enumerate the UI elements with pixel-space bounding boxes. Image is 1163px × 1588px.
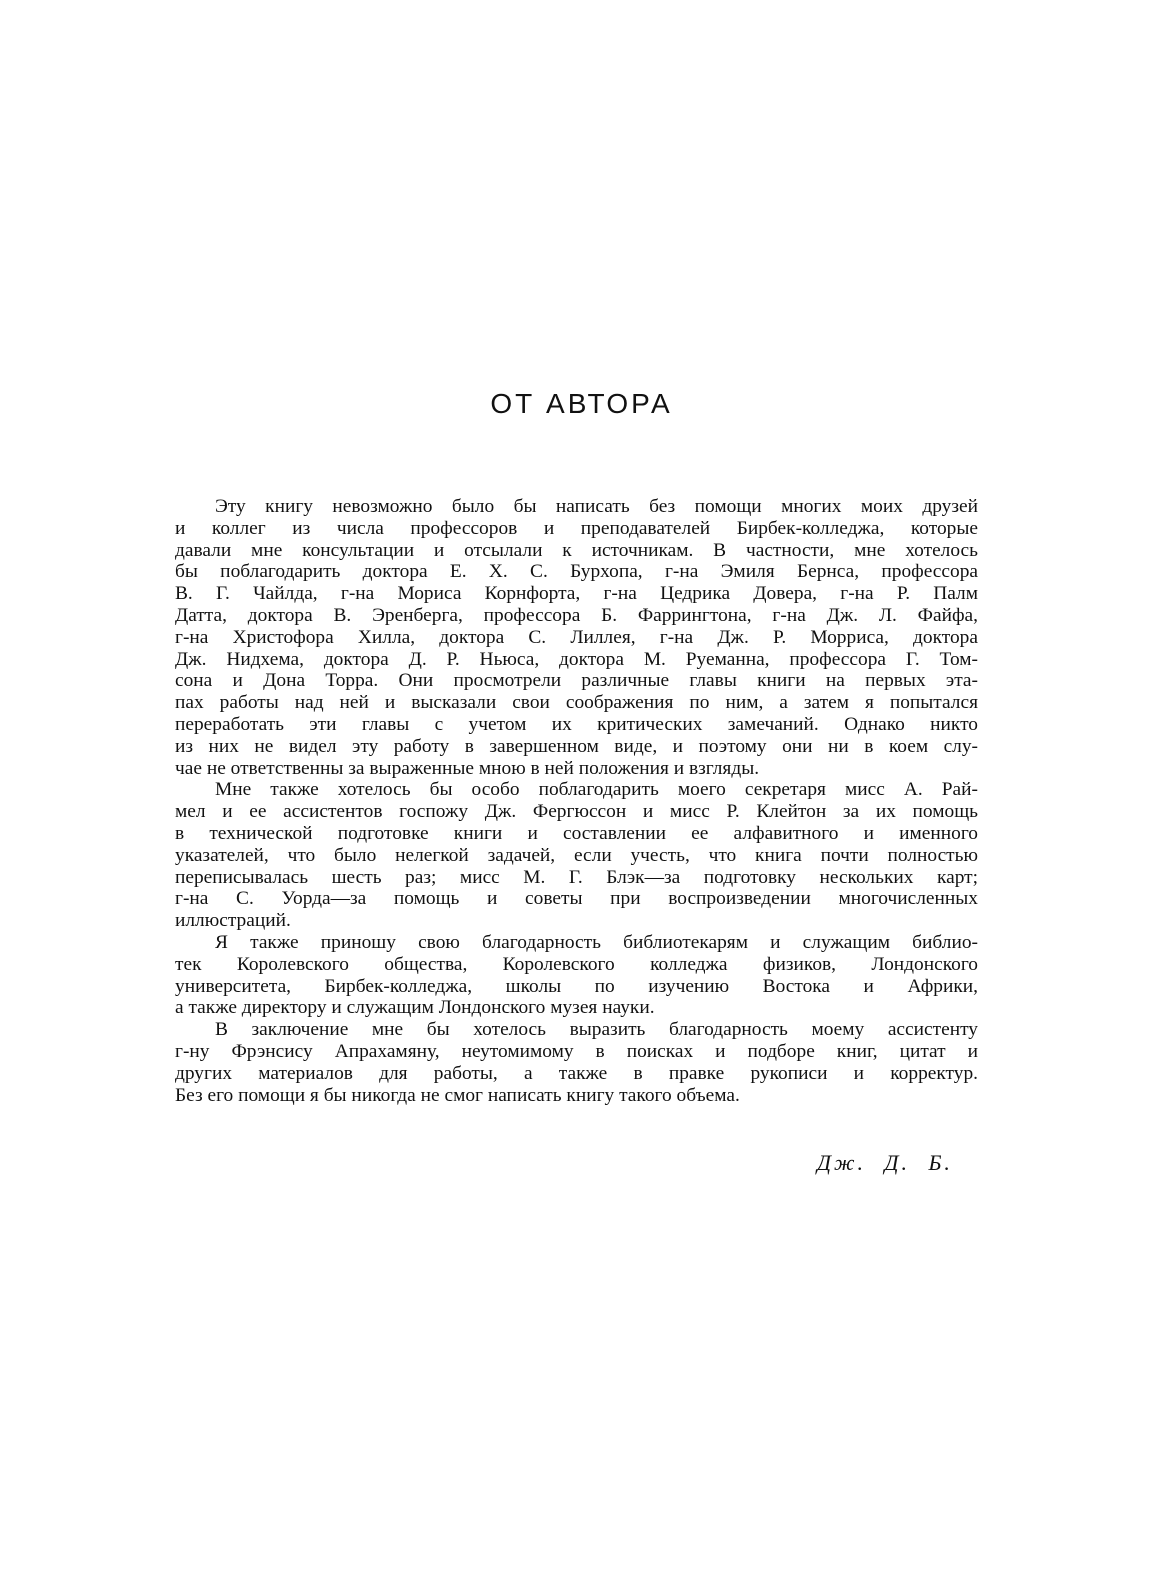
text-line: и коллег из числа профессоров и преподавателей Бирбек-колледжа, которые — [175, 517, 978, 539]
text-line: давали мне консультации и отсылали к источникам. В частности, мне хотелось — [175, 539, 978, 561]
text-line: мел и ее ассистентов госпожу Дж. Фергюссон и мисс Р. Клейтон за их помощь — [175, 801, 978, 823]
page-title: ОТ АВТОРА — [490, 388, 673, 419]
text-line: сона и Дона Торра. Они просмотрели различные главы книги на первых эта- — [175, 670, 978, 692]
text-line: тек Королевского общества, Королевского колледжа физиков, Лондонского — [175, 953, 978, 975]
text-line: указателей, что было нелегкой задачей, если учесть, что книга почти полностью — [175, 844, 978, 866]
text-line: других материалов для работы, а также в правке рукописи и корректур. — [175, 1062, 978, 1084]
text-line: г-ну Фрэнсису Апрахамяну, неутомимому в поисках и подборе книг, цитат и — [175, 1040, 978, 1062]
text-line: бы поблагодарить доктора Е. Х. С. Бурхопа, г-на Эмиля Бернса, профессора — [175, 561, 978, 583]
text-line: в технической подготовке книги и составлении ее алфавитного и именного — [175, 822, 978, 844]
text-line: переписывалась шесть раз; мисс М. Г. Блэк—за подготовку нескольких карт; — [175, 866, 978, 888]
text-line: Мне также хотелось бы особо поблагодарить моего секретаря мисс А. Рай- — [215, 779, 978, 801]
text-line: Эту книгу невозможно было бы написать без помощи многих моих друзей — [215, 496, 978, 517]
text-line: из них не видел эту работу в завершенном виде, и поэтому они ни в коем слу- — [175, 735, 978, 757]
paragraph — [175, 932, 978, 1019]
text-line: а также директору и служащим Лондонского музея науки. — [175, 997, 655, 1019]
text-line: Без его помощи я бы никогда не смог написать книгу такого объема. — [175, 1084, 740, 1106]
text-line: Я также приношу свою благодарность библиотекарям и служащим библио- — [215, 931, 978, 953]
text-line: г-на С. Уорда—за помощь и советы при воспроизведении многочисленных — [175, 888, 978, 910]
text-line: чае не ответственны за выраженные мною в ней положения и взгляды. — [175, 757, 760, 779]
text-line: В. Г. Чайлда, г-на Мориса Корнфорта, г-на Цедрика Довера, г-на Р. Палм — [175, 583, 978, 605]
text-line: пах работы над ней и высказали свои соображения по ним, а затем я попытался — [175, 692, 978, 714]
text-line: университета, Бирбек-колледжа, школы по изучению Востока и Африки, — [175, 975, 978, 997]
text-line: Датта, доктора В. Эренберга, профессора Б. Фаррингтона, г-на Дж. Л. Файфа, — [175, 604, 978, 626]
text-line: переработать эти главы с учетом их критических замечаний. Однако никто — [175, 713, 978, 735]
text-line: г-на Христофора Хилла, доктора С. Лиллея, г-на Дж. Р. Морриса, доктора — [175, 626, 978, 648]
text-line: иллюстраций. — [175, 910, 291, 932]
paragraph — [175, 1019, 978, 1106]
author-signature: Дж. Д. Б. — [817, 1150, 953, 1175]
text-line: В заключение мне бы хотелось выразить благодарность моему ассистенту — [215, 1019, 978, 1041]
paragraph — [175, 496, 978, 779]
paragraph — [175, 779, 978, 932]
preface-body — [175, 496, 978, 1106]
text-line: Дж. Нидхема, доктора Д. Р. Ньюса, доктора М. Руеманна, профессора Г. Том- — [175, 648, 978, 670]
